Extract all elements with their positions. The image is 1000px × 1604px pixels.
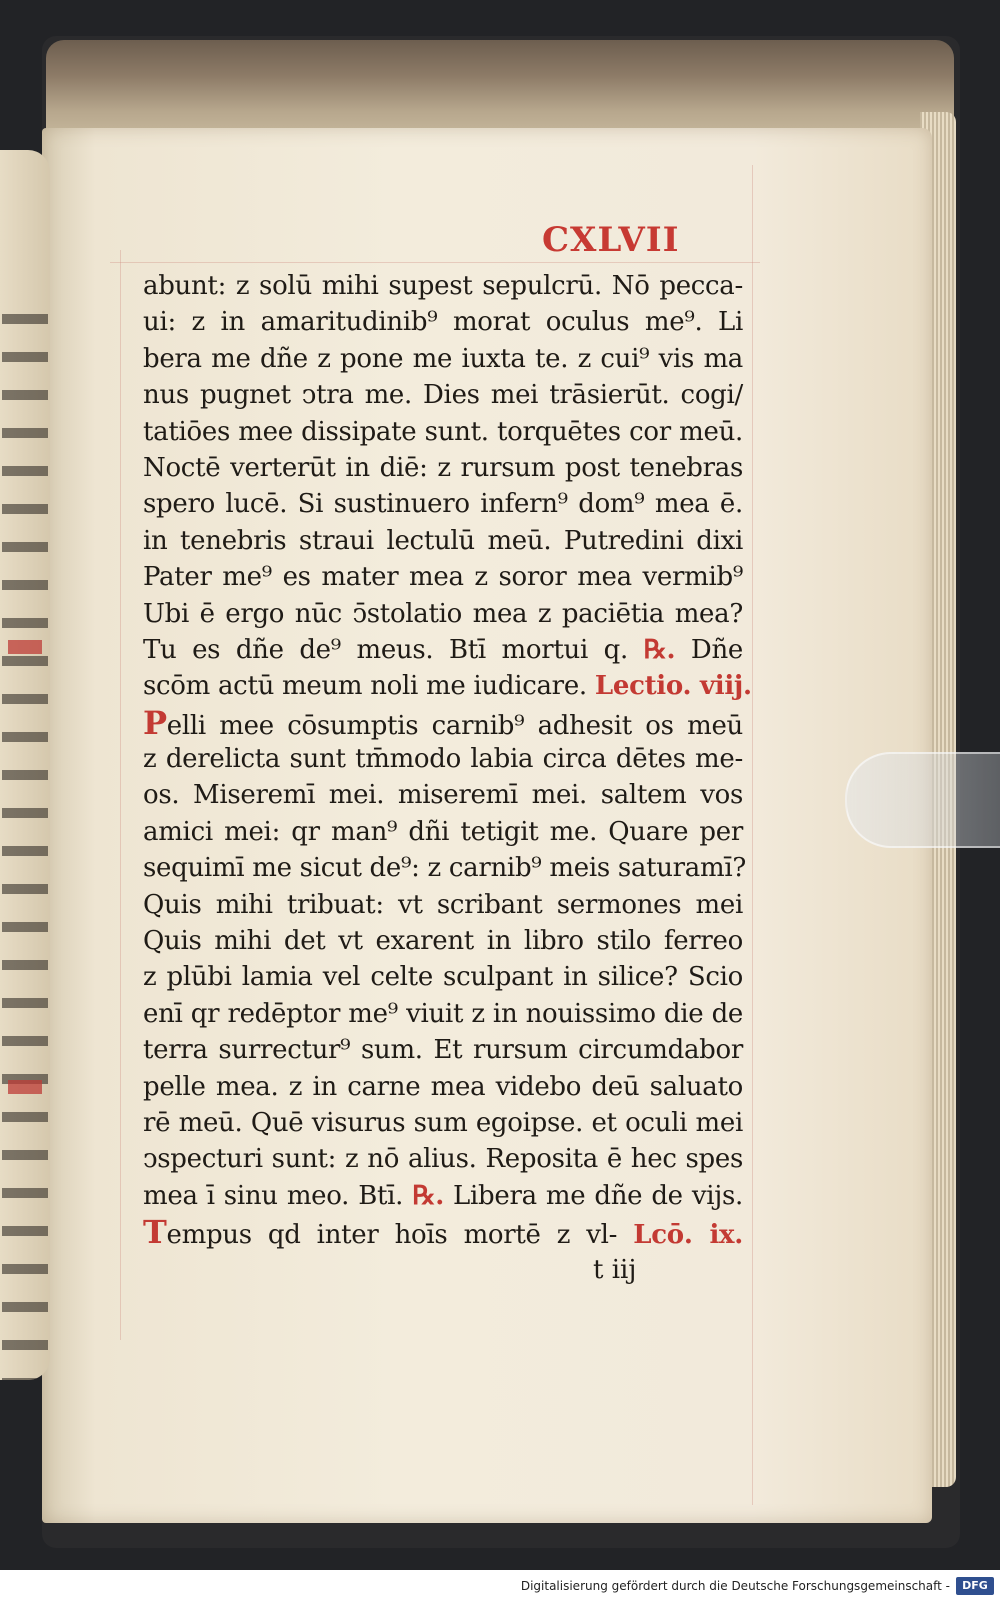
text-segment: ↄspecturi sunt: z nō alius. Reposita ē hec spes: [143, 1144, 743, 1175]
text-segment: Dñe: [675, 634, 743, 665]
page-clip: [845, 752, 1000, 848]
text-line: [143, 414, 743, 450]
text-line: [143, 705, 743, 741]
ruling-line-top: [110, 262, 760, 263]
book-top-edge: [46, 40, 954, 142]
text-segment: spero lucē. Si sustinuero infern⁹ dom⁹ mea ē.: [143, 489, 743, 520]
previous-page-rubric: [8, 640, 42, 654]
text-line: [143, 341, 743, 377]
text-segment: Ubi ē ergo nūc ↄ̄stolatio mea z paciētia mea?: [143, 598, 743, 629]
text-line: [143, 1105, 743, 1141]
signature-mark: t iij: [593, 1255, 637, 1285]
text-segment: pelle mea. z in carne mea videbo deū saluato: [143, 1071, 743, 1102]
text-line: [143, 777, 743, 813]
text-line: [143, 1141, 743, 1177]
folio-number: CXLVII: [542, 220, 680, 260]
text-line: [143, 304, 743, 340]
text-segment: Noctē verterūt in diē: z rursum post tenebras: [143, 452, 743, 483]
previous-page-edge: [0, 150, 50, 1380]
text-line: [143, 596, 743, 632]
ruling-line-right: [752, 165, 753, 1505]
rubric-text: ℞.: [643, 634, 676, 665]
text-segment: z derelicta sunt tm̄modo labia circa dētes me-: [143, 744, 743, 775]
text-block: [143, 268, 752, 1252]
previous-page-rubric: [8, 1080, 42, 1094]
text-line: [143, 668, 752, 704]
text-line: [143, 486, 743, 522]
text-line: [143, 887, 743, 923]
rubric-text: Lcō. ix.: [633, 1220, 743, 1251]
text-line: [143, 377, 743, 413]
text-line: [143, 559, 743, 595]
text-line: [143, 850, 747, 886]
text-segment: abunt: z solū mihi supest sepulcrū. Nō pecca-: [143, 271, 743, 301]
text-segment: elli mee cōsumptis carnib⁹ adhesit os meū: [166, 710, 743, 741]
footer-bar: [0, 1570, 1000, 1604]
text-segment: rē meū. Quē visurus sum egoipse. et oculi mei: [143, 1107, 743, 1138]
text-segment: os. Miseremī mei. miseremī mei. saltem vos: [143, 780, 743, 811]
text-line: [143, 1214, 743, 1250]
text-segment: ui: z in amaritudinib⁹ morat oculus me⁹. Li: [143, 307, 743, 338]
text-segment: Quis mihi det vt exarent in libro stilo ferreo: [143, 926, 743, 957]
text-segment: terra surrectur⁹ sum. Et rursum circumdabor: [143, 1035, 743, 1066]
text-segment: enī qr redēptor me⁹ viuit z in nouissimo die de: [143, 998, 743, 1029]
text-segment: Libera me dñe de vijs.: [443, 1180, 744, 1211]
text-line: [143, 996, 743, 1032]
text-line: [143, 632, 743, 668]
text-segment: tatiōes mee dissipate sunt. torquētes cor meū.: [143, 416, 743, 447]
text-segment: sequimī me sicut de⁹: z carnib⁹ meis saturamī?: [143, 853, 747, 884]
text-line: [143, 268, 743, 304]
text-line: [143, 741, 743, 777]
text-line: [143, 959, 743, 995]
text-line: [143, 523, 743, 559]
text-segment: bera me dñe z pone me iuxta te. z cui⁹ vis ma: [143, 343, 743, 374]
text-segment: Tu es dñe de⁹ meus. Btī mortui q.: [143, 634, 644, 665]
text-line: [143, 1032, 743, 1068]
text-segment: in tenebris straui lectulū meū. Putredini dixi: [143, 525, 743, 556]
text-segment: mea ī sinu meo. Btī.: [143, 1180, 413, 1211]
text-line: [143, 814, 743, 850]
text-segment: nus pugnet ↄtra me. Dies mei trāsierūt. cogi/: [143, 380, 743, 411]
footer-credit: Digitalisierung gefördert durch die Deutsche Forschungsgemeinschaft -: [520, 1579, 950, 1593]
rubric-initial: T: [143, 1213, 167, 1252]
rubric-text: Lectio. viij.: [594, 671, 752, 702]
text-segment: z plūbi lamia vel celte sculpant in silice? Scio: [143, 962, 743, 993]
rubric-initial: P: [143, 703, 167, 742]
text-line: [143, 1069, 743, 1105]
text-segment: scōm actū meum noli me iudicare.: [143, 671, 595, 702]
text-line: [143, 1178, 743, 1214]
rubric-text: ℞.: [412, 1180, 444, 1211]
text-segment: Quis mihi tribuat: vt scribant sermones mei: [143, 889, 743, 920]
text-segment: amici mei: qr man⁹ dñi tetigit me. Quare per: [143, 816, 743, 847]
text-segment: Pater me⁹ es mater mea z soror mea vermib⁹: [143, 562, 743, 593]
text-segment: empus qd inter hoīs mortē z vl-: [166, 1220, 634, 1251]
dfg-logo: DFG: [956, 1577, 994, 1595]
text-line: [143, 923, 743, 959]
ruling-line-left: [120, 250, 121, 1340]
previous-page-text: [2, 300, 48, 1380]
text-line: [143, 450, 743, 486]
